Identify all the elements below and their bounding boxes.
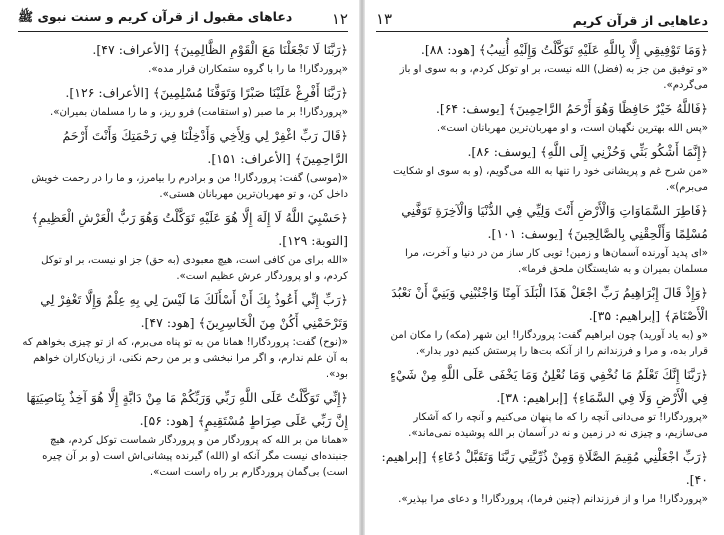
verse-arabic: ﴿قَالَ رَبِّ اغْفِرْ لِي وَلِأَخِي وَأَدْخِلْنَا فِي رَحْمَتِكَ وَأَنْتَ أَرْحَمُ الرَّاحِمِينَ﴾ [الأعراف: ۱۵۱]. bbox=[62, 128, 348, 166]
verse-translation: «پروردگارا! بر ما صبر (و استقامت) فرو ریز، و ما را مسلمان بمیران». bbox=[49, 107, 348, 118]
left-running-title: دعاهای مقبول از قرآن کریم و سنت نبوی ﷺ bbox=[18, 9, 293, 24]
left-page-number: ۱۲ bbox=[331, 10, 348, 28]
verse-arabic: ﴿رَبِّ اجْعَلْنِي مُقِيمَ الصَّلَاةِ وَمِنْ ذُرِّيَّتِي رَبَّنَا وَتَقَبَّلْ دُعَاءِ﴾ [إبراهيم: ۴۰]. bbox=[381, 449, 708, 487]
verse-arabic: ﴿رَبِّ إِنِّي أَعُوذُ بِكَ أَنْ أَسْأَلَكَ مَا لَيْسَ لِي بِهِ عِلْمٌ وَإِلَّا تَغْفِرْ لِي وَتَرْحَمْنِي أَكُنْ مِنَ الْخَاسِرِينَ﴾ [هود: ۴۷]. bbox=[40, 292, 348, 330]
right-running-title: دعاهایی از قرآن کریم bbox=[572, 13, 708, 28]
verse-arabic: ﴿وَمَا تَوْفِيقِي إِلَّا بِاللَّهِ عَلَيْهِ تَوَكَّلْتُ وَإِلَيْهِ أُنِيبُ﴾ [هود: ۸۸]. bbox=[420, 42, 708, 57]
verse-arabic: ﴿رَبَّنَا إِنَّكَ تَعْلَمُ مَا نُخْفِي وَمَا نُعْلِنُ وَمَا يَخْفَى عَلَى اللَّهِ مِنْ شَيْءٍ فِي الْأَرْضِ وَلَا فِي السَّمَاءِ﴾ [إبراهيم: ۳۸]. bbox=[390, 367, 708, 405]
verse-translation: «الله برای من کافی است، هیچ معبودی (به حق) جز او نیست، بر او توکل کردم، و او پروردگار عرش عظیم است». bbox=[41, 255, 348, 282]
verse-arabic: ﴿رَبَّنَا لَا تَجْعَلْنَا مَعَ الْقَوْمِ الظَّالِمِينَ﴾ [الأعراف: ۴۷]. bbox=[92, 42, 348, 57]
verse-translation: «ای پدید آورنده آسمان‌ها و زمین! تویی کار ساز من در دنیا و آخرت، مرا مسلمان بمیران و به شایستگان ملحق فرما». bbox=[405, 248, 708, 275]
right-page bbox=[364, 0, 724, 535]
verse-arabic: ﴿حَسْبِيَ اللَّهُ لَا إِلَهَ إِلَّا هُوَ عَلَيْهِ تَوَكَّلْتُ وَهُوَ رَبُّ الْعَرْشِ الْعَظِيمِ﴾ [التوبة: ۱۲۹]. bbox=[31, 210, 348, 248]
verse-translation: «پروردگارا! ما را با گروه ستمکاران قرار مده». bbox=[148, 64, 348, 75]
verse-translation: «پروردگارا! تو می‌دانی آنچه را که ما پنهان می‌کنیم و آنچه را که آشکار می‌سازیم، و چیزی نه در زمین و نه در آسمان بر الله پوشیده نمی‌ماند». bbox=[408, 412, 708, 439]
left-page-header bbox=[18, 8, 348, 32]
verse-translation: «و (به یاد آورید) چون ابراهیم گفت: پروردگارا! این شهر (مکه) را مکان امن قرار بده، و مرا و فرزندانم را از آنکه بت‌ها را پرستش کنیم دور بدار». bbox=[390, 330, 708, 357]
verse-arabic: ﴿إِنِّي تَوَكَّلْتُ عَلَى اللَّهِ رَبِّي وَرَبِّكُمْ مَا مِنْ دَابَّةٍ إِلَّا هُوَ آخِذٌ بِنَاصِيَتِهَا إِنَّ رَبِّي عَلَى صِرَاطٍ مُسْتَقِيمٍ﴾ [هود: ۵۶]. bbox=[26, 390, 348, 428]
verse-translation: «من شرح غم و پریشانی خود را تنها به الله می‌گویم، (و به سوی او شکایت می‌برم)». bbox=[393, 166, 708, 193]
verse-arabic: ﴿فَاطِرَ السَّمَاوَاتِ وَالْأَرْضِ أَنْتَ وَلِيِّي فِي الدُّنْيَا وَالْآخِرَةِ تَوَفَّنِي مُسْلِمًا وَأَلْحِقْنِي بِالصَّالِحِينَ﴾ [یوسف: ۱۰۱]. bbox=[401, 203, 708, 241]
verse-translation: «و توفیق من جز به (فضل) الله نیست، بر او توکل کردم، و به سوی او باز می‌گردم». bbox=[399, 64, 708, 91]
verse-translation: «(نوح) گفت: پروردگارا! همانا من به تو پناه می‌برم، که از تو چیزی بخواهم که به آن علم ندارم، و اگر مرا نبخشی و بر من رحم نکنی، از زیان‌کاران خواهم بود». bbox=[22, 337, 348, 380]
left-page bbox=[0, 0, 360, 535]
verse-arabic: ﴿وَإِذْ قَالَ إِبْرَاهِيمُ رَبِّ اجْعَلْ هَذَا الْبَلَدَ آمِنًا وَاجْنُبْنِي وَبَنِيَّ أَنْ نَعْبُدَ الْأَصْنَامَ﴾ [إبراهيم: ۳۵]. bbox=[391, 285, 708, 323]
right-page-body bbox=[376, 38, 708, 508]
verse-translation: «(موسی) گفت: پروردگارا! من و برادرم را بیامرز، و ما را در رحمت خویش داخل کن، و تو مهربان‌ترین مهربانان هستی». bbox=[31, 173, 348, 200]
verse-arabic: ﴿فَاللَّهُ خَيْرٌ حَافِظًا وَهُوَ أَرْحَمُ الرَّاحِمِينَ﴾ [یوسف: ۶۴]. bbox=[435, 101, 708, 116]
right-page-header bbox=[376, 8, 708, 32]
verse-translation: «پس الله بهترین نگهبان است، و او مهربان‌ترین مهربانان است». bbox=[436, 123, 708, 134]
left-page-body bbox=[18, 38, 348, 481]
right-page-number: ۱۳ bbox=[376, 10, 393, 28]
verse-translation: «پروردگارا! مرا و از فرزندانم (چنین فرما)، پروردگارا! و دعای مرا بپذیر». bbox=[398, 494, 708, 505]
verse-translation: «همانا من بر الله که پروردگار من و پروردگار شماست توکل کردم، هیچ جنبنده‌ای نیست مگر آنکه او (الله) گیرنده پیشانی‌اش است (و بر آن چیره است) بی‌گمان پروردگارم بر راه راست است». bbox=[42, 435, 348, 478]
verse-arabic: ﴿رَبَّنَا أَفْرِغْ عَلَيْنَا صَبْرًا وَتَوَفَّنَا مُسْلِمِينَ﴾ [الأعراف: ۱۲۶]. bbox=[65, 85, 348, 100]
verse-arabic: ﴿إِنَّمَا أَشْكُو بَثِّي وَحُزْنِي إِلَى اللَّهِ﴾ [یوسف: ۸۶]. bbox=[467, 144, 708, 159]
